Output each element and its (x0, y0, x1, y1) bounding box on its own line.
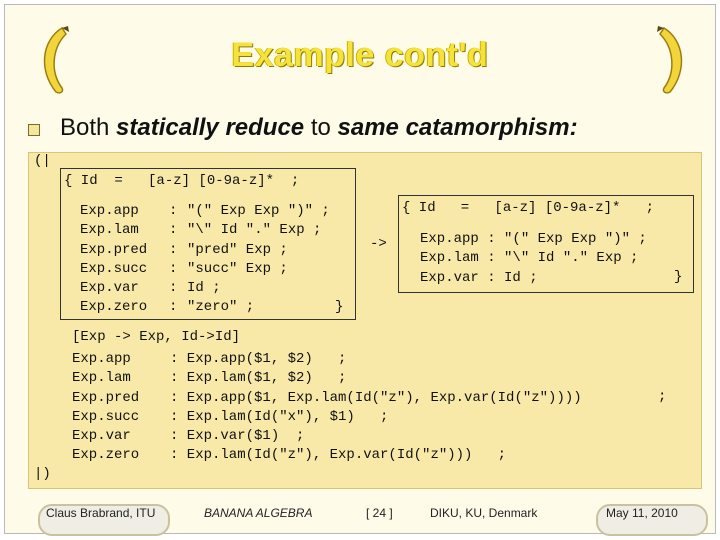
box1-head: { Id = [a-z] [0-9a-z]* ; (64, 173, 300, 189)
footer-author: Claus Brabrand, ITU (46, 506, 156, 520)
map-rule: : Exp.var($1) ; (170, 428, 305, 445)
box2-rule: Exp.app : "(" Exp Exp ")" ; (420, 231, 647, 247)
box1-rule: "(" Exp Exp ")" ; (187, 203, 330, 219)
map-label: Exp.pred (72, 389, 140, 406)
map-rule: : Exp.lam($1, $2) ; (170, 370, 347, 387)
catamorphism-close: |) (34, 466, 51, 482)
pred-semicolon: ; (658, 389, 667, 405)
map-label: Exp.succ (72, 408, 140, 425)
box2-close: } (674, 269, 683, 285)
box1-label: Exp.succ (80, 260, 148, 277)
lead-part-3: to (304, 114, 338, 141)
catamorphism-open: (| (34, 153, 51, 169)
footer-talk: BANANA ALGEBRA (204, 506, 313, 520)
lead-part-4: same catamorphism: (337, 114, 578, 141)
box1-rule: "succ" Exp ; (187, 260, 288, 277)
box1-label: Exp.zero (80, 299, 148, 316)
box1-labels (80, 202, 147, 318)
box2-rule: Exp.lam : "\" Id "." Exp ; (420, 250, 639, 267)
bullet-square-icon (28, 124, 40, 136)
slide-title: Example cont'd (231, 36, 489, 74)
box1-close: } (335, 299, 344, 315)
box1-label: Exp.var (80, 280, 139, 297)
box1-rule: "\" Id "." Exp ; (187, 222, 322, 239)
box1-rhs (187, 202, 330, 318)
mapping-head: [Exp -> Exp, Id->Id] (72, 329, 241, 345)
footer-page: [ 24 ] (366, 506, 393, 520)
box1-rule: "zero" ; (187, 299, 255, 316)
bullet-text (60, 114, 578, 142)
box2-rule: Exp.var : Id ; (420, 269, 538, 286)
footer-affiliation: DIKU, KU, Denmark (430, 506, 538, 520)
map-label: Exp.var (72, 428, 131, 445)
map-label: Exp.lam (72, 370, 131, 387)
footer-date: May 11, 2010 (606, 506, 678, 520)
arrow: -> (370, 236, 387, 252)
map-rhs (170, 350, 582, 466)
map-rule: : Exp.lam(Id("z"), Exp.var(Id("z"))) ; (170, 447, 507, 464)
map-label: Exp.app (72, 351, 131, 367)
map-label: Exp.zero (72, 447, 140, 464)
lead-part-1: Both (60, 114, 117, 141)
box2-head: { Id = [a-z] [0-9a-z]* ; (402, 200, 655, 216)
box1-rule: "pred" Exp ; (187, 241, 288, 258)
map-labels (72, 350, 139, 466)
box1-rule: Id ; (187, 280, 221, 297)
map-rule: : Exp.lam(Id("x"), $1) ; (170, 408, 389, 425)
box1-label: Exp.pred (80, 241, 148, 258)
box1-colons: : : : : : : (169, 203, 178, 316)
box1-label: Exp.lam (80, 222, 139, 239)
box1-label: Exp.app (80, 203, 139, 219)
box2-lines (420, 230, 647, 288)
lead-part-2: statically reduce (116, 114, 305, 141)
map-rule: : Exp.app($1, $2) ; (170, 351, 347, 367)
map-rule: : Exp.app($1, Exp.lam(Id("z"), Exp.var(Id("z")))) (170, 389, 582, 406)
